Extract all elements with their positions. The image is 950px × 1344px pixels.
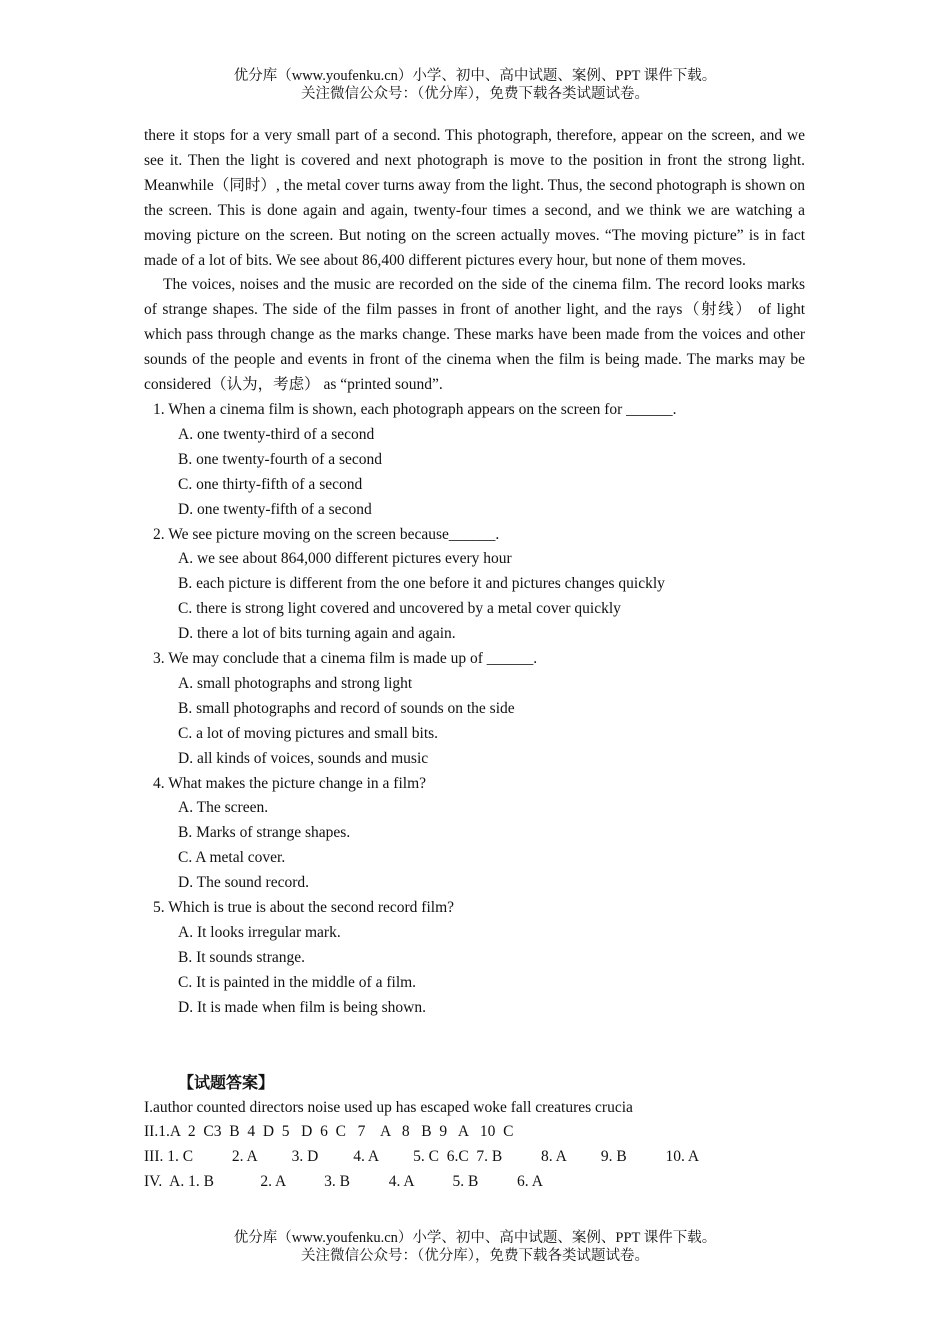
- question-5-option-d: D. It is made when film is being shown.: [178, 998, 426, 1016]
- question-2-stem: 2. We see picture moving on the screen because______.: [153, 525, 500, 543]
- question-3-option-a: A. small photographs and strong light: [178, 674, 413, 692]
- passage-paragraph-1: there it stops for a very small part of a second. This photograph, therefore, appear on the screen, and we see it. Then the light is covered and next photograph is move to the position in front the strong light. Meanwhile（同时）, the metal cover turns away from the light. Thus, the second photograph is shown on the screen. This is done again and again, twenty-four times a second, and we think we are watching a moving picture on the screen. But noting on the screen actually moves. “The moving picture” is in fact made of a lot of bits. We see about 86,400 different pictures every hour, but none of them moves.: [144, 127, 805, 269]
- question-5-option-a: A. It looks irregular mark.: [178, 924, 341, 941]
- question-3-stem: 3. We may conclude that a cinema film is made up of ______.: [153, 650, 538, 668]
- question-1: [144, 398, 805, 523]
- question-5-option-b: B. It sounds strange.: [178, 948, 306, 966]
- question-2-option-a: A. we see about 864,000 different pictures every hour: [178, 550, 512, 568]
- answer-line-2: II.1.A 2 C3 B 4 D 5 D 6 C 7 A 8 B 9 A 10 C: [144, 1123, 514, 1141]
- question-1-option-b: B. one twenty-fourth of a second: [178, 450, 383, 468]
- header-line-2: 关注微信公众号：（优分库），免费下载各类试题试卷。: [301, 86, 649, 102]
- question-4-option-c: C. A metal cover.: [178, 849, 286, 867]
- page-header: [0, 67, 950, 103]
- question-5-option-c: C. It is painted in the middle of a film.: [178, 973, 417, 991]
- question-3-option-b: B. small photographs and record of sounds on the side: [178, 699, 515, 717]
- question-4-option-a: A. The screen.: [178, 799, 269, 817]
- page-footer: [0, 1229, 950, 1265]
- passage-paragraph-2: The voices, noises and the music are recorded on the side of the cinema film. The record looks marks of strange shapes. The side of the film passes in front of another light, and the rays（射线） of light which pass through change as the marks change. These marks have been made from the voices and other sounds of the people and events in front of the cinema when the film is being made. The marks may be considered（认为，考虑） as “printed sound”.: [144, 276, 805, 394]
- question-2: [144, 523, 805, 648]
- footer-line-2: 关注微信公众号：（优分库），免费下载各类试题试卷。: [301, 1248, 649, 1264]
- question-3-option-d: D. all kinds of voices, sounds and music: [178, 749, 429, 767]
- footer-line-1: 优分库（www.youfenku.cn）小学、初中、高中试题、案例、PPT 课件下载。: [233, 1230, 717, 1246]
- answer-line-1: I.author counted directors noise used up has escaped woke fall creatures crucia: [144, 1098, 633, 1116]
- question-1-stem: 1. When a cinema film is shown, each photograph appears on the screen for ______.: [153, 400, 677, 418]
- answer-section: [144, 1071, 805, 1196]
- document-body: [144, 124, 805, 1195]
- header-line-1: 优分库（www.youfenku.cn）小学、初中、高中试题、案例、PPT 课件下载。: [233, 68, 717, 84]
- question-4-option-b: B. Marks of strange shapes.: [178, 824, 351, 842]
- answer-line-3: III. 1. C 2. A 3. D 4. A 5. C 6.C 7. B 8. A 9. B 10. A: [144, 1148, 700, 1166]
- answer-line-4: IV. A. 1. B 2. A 3. B 4. A 5. B 6. A: [144, 1173, 543, 1191]
- question-1-option-a: A. one twenty-third of a second: [178, 425, 375, 443]
- question-4: [144, 772, 805, 897]
- question-1-option-d: D. one twenty-fifth of a second: [178, 500, 372, 518]
- question-3: [144, 647, 805, 772]
- question-2-option-d: D. there a lot of bits turning again and again.: [178, 625, 456, 643]
- question-5-stem: 5. Which is true is about the second record film?: [153, 899, 455, 917]
- question-4-option-d: D. The sound record.: [178, 874, 310, 892]
- question-1-option-c: C. one thirty-fifth of a second: [178, 475, 363, 493]
- question-3-option-c: C. a lot of moving pictures and small bits.: [178, 724, 439, 742]
- section-spacer: [144, 1021, 805, 1071]
- question-5: [144, 896, 805, 1021]
- answer-heading: 【试题答案】: [178, 1072, 275, 1092]
- question-2-option-b: B. each picture is different from the one before it and pictures changes quickly: [178, 575, 665, 593]
- question-4-stem: 4. What makes the picture change in a film?: [153, 774, 427, 792]
- question-2-option-c: C. there is strong light covered and uncovered by a metal cover quickly: [178, 600, 621, 618]
